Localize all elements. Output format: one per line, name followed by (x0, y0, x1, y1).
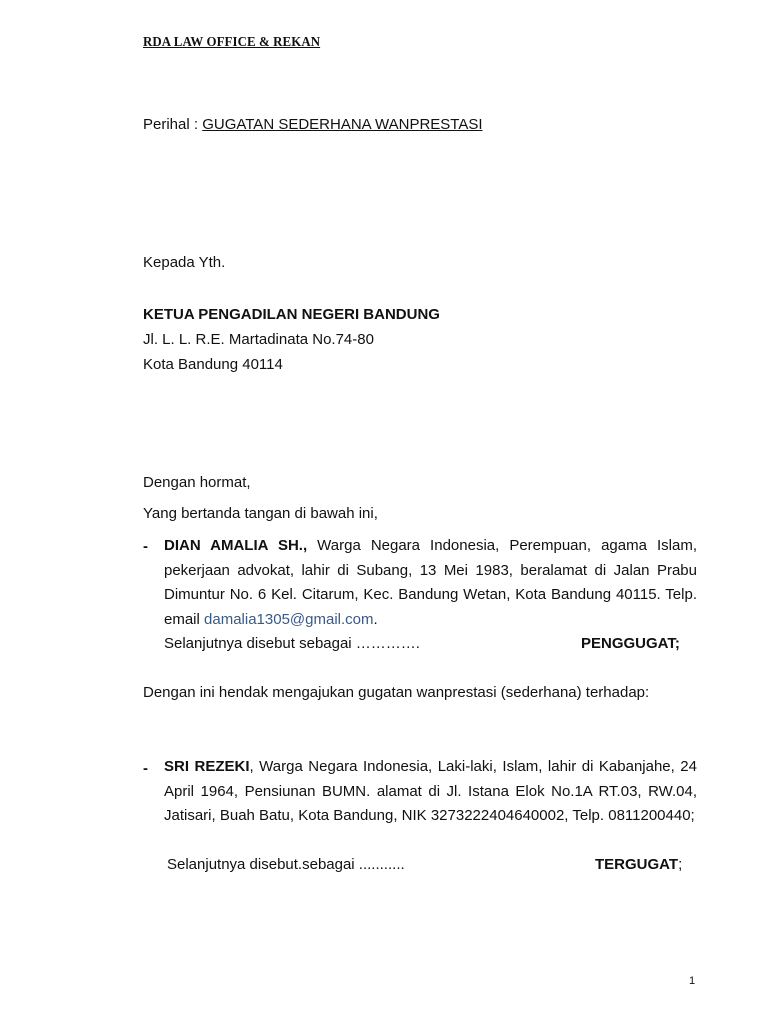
plaintiff-paragraph (164, 534, 697, 632)
page-number: 1 (689, 975, 696, 987)
plaintiff-email[interactable]: damalia1305@gmail.com (204, 610, 374, 628)
defendant-designation: Selanjutnya disebut.sebagai ........... (167, 856, 405, 873)
plaintiff-details: Warga Negara Indonesia, Perempuan, agama Islam, pekerjaan advokat, lahir di Subang, 13 Mei 1983, beralamat di Jalan Prabu Dimuntur No. 6 Kel. Citarum, Kec. Bandung Wetan, Kota Bandung 40115. Telp. email (164, 537, 697, 628)
defendant-details: , Warga Negara Indonesia, Laki-laki, Islam, lahir di Kabanjahe, 24 April 1964, Pensiunan BUMN. alamat di Jl. Istana Elok No.1A RT.03, RW.04, Jatisari, Buah Batu, Kota Bandung, NIK 3273222404640002, Telp. 0811200440; (164, 758, 697, 824)
plaintiff-designation: Selanjutnya disebut sebagai …………. (164, 635, 420, 652)
defendant-paragraph (164, 755, 697, 829)
defendant-role-end: ; (678, 856, 683, 873)
recipient-address-line1: Jl. L. L. R.E. Martadinata No.74-80 (143, 331, 374, 348)
recipient-address-line2: Kota Bandung 40114 (143, 356, 283, 373)
intro-line: Yang bertanda tangan di bawah ini, (143, 505, 378, 522)
defendant-role-line (595, 856, 682, 873)
salutation: Dengan hormat, (143, 474, 251, 491)
plaintiff-name: DIAN AMALIA SH., (164, 537, 308, 554)
subject-line (143, 116, 483, 133)
plaintiff-bullet: - (143, 538, 148, 555)
recipient-name: KETUA PENGADILAN NEGERI BANDUNG (143, 306, 440, 323)
claim-intro: Dengan ini hendak mengajukan gugatan wanprestasi (sederhana) terhadap: (143, 684, 650, 701)
plaintiff-role: PENGGUGAT; (581, 635, 680, 652)
subject-title: GUGATAN SEDERHANA WANPRESTASI (202, 116, 483, 133)
defendant-role: TERGUGAT (595, 856, 679, 873)
plaintiff-details-end: . (373, 610, 378, 628)
defendant-name: SRI REZEKI (164, 758, 250, 775)
subject-label: Perihal : (143, 116, 199, 133)
defendant-bullet: - (143, 760, 148, 777)
addressee-greeting: Kepada Yth. (143, 254, 226, 271)
letterhead: RDA LAW OFFICE & REKAN (143, 35, 321, 50)
